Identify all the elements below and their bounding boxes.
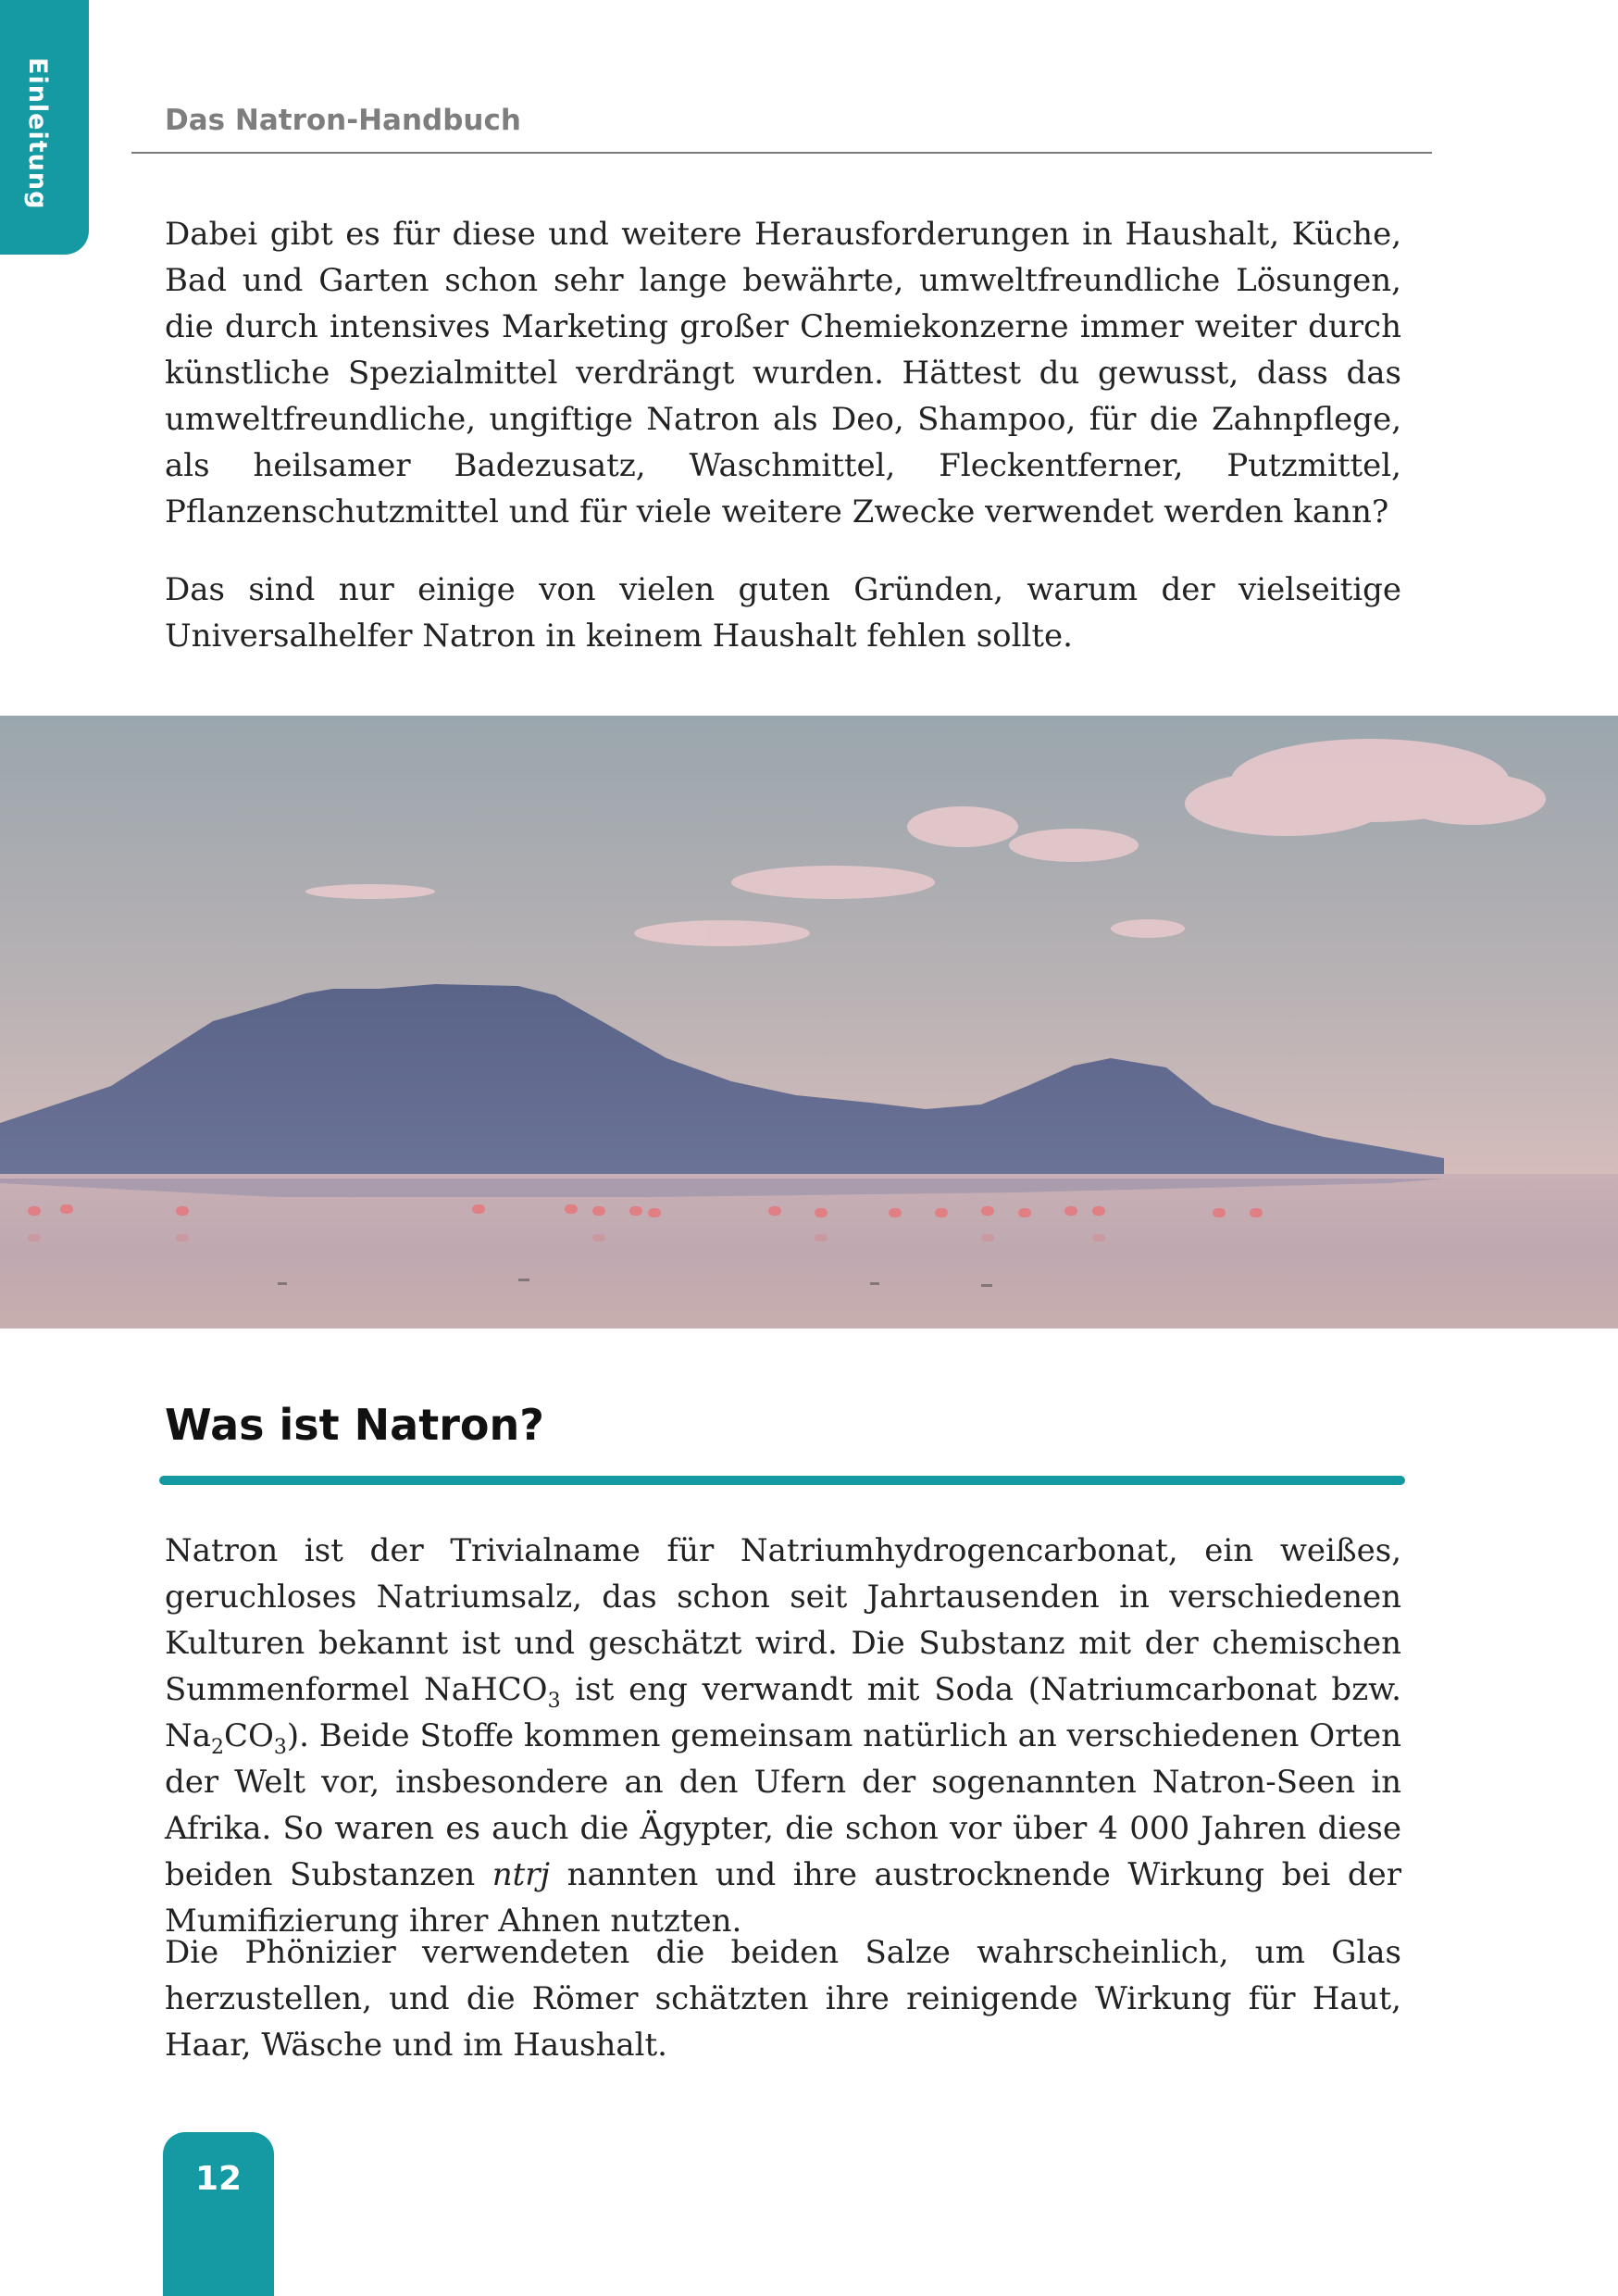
p1-text-e: nannten und ihre austrocknende Wirkung bei der Mumifizierung ihrer Ahnen nutzten. [165,1856,1401,1940]
formula-subscript: 3 [547,1689,561,1713]
running-header: Das Natron-Handbuch [165,104,521,137]
chapter-tab [0,0,89,255]
intro-paragraph-2: Das sind nur einige von vielen guten Gründen, warum der vielseitige Universalhelfer Natron in keinem Haushalt fehlen sollte. [165,571,1401,655]
flamingo-lake-photo [0,716,1618,1329]
chapter-tab-label: Einleitung [23,57,52,210]
p1-text-d: ). Beide Stoffe kommen gemeinsam natürlich an verschiedenen Orten der Welt vor, insbesondere an den Ufern der sogenannten Natron-Seen in Afrika. So waren es auch die Ägypter, die schon vor über 4 000 Jahren diese beiden Substanzen [165,1717,1401,1893]
p1-text-a: Natron ist der Trivialname für Natriumhydrogencarbonat, ein weißes, geruchloses Natriumsalz, das schon seit Jahrtausenden in verschiedenen Kulturen bekannt ist und geschätzt wird. Die Substanz mit der chemischen Summenformel NaHCO [165,1532,1401,1708]
page-number-badge [163,2132,274,2296]
section-divider [159,1476,1405,1485]
formula-subscript: 2 [211,1735,225,1759]
intro-paragraph-1: Dabei gibt es für diese und weitere Herausforderungen in Haushalt, Küche, Bad und Garten schon sehr lange bewährte, umweltfreundliche Lösungen, die durch intensives Marketing großer Chemiekonzerne immer weiter durch künstliche Spezialmittel verdrängt wurden. Hättest du gewusst, dass das umweltfreundliche, ungiftige Natron als Deo, Shampoo, für die Zahnpflege, als heilsamer Badezusatz, Waschmittel, Fleckentferner, Putzmittel, Pflanzenschutzmittel und für viele weitere Zwecke verwendet werden kann? [165,216,1401,530]
p1-text-c: CO [224,1717,274,1754]
page-number: 12 [194,2160,243,2198]
section-paragraph-2: Die Phönizier verwendeten die beiden Salze wahrscheinlich, um Glas herzustellen, und die Römer schätzten ihre reinigende Wirkung für Haut, Haar, Wäsche und im Haushalt. [165,1934,1401,2064]
p1-italic-term: ntrj [492,1856,551,1893]
section-heading: Was ist Natron? [165,1400,544,1450]
formula-subscript: 3 [273,1735,287,1759]
section-paragraph-1 [165,1528,1401,1944]
p1-text-b: ist eng verwandt mit Soda (Natriumcarbonat bzw. Na [165,1671,1401,1754]
header-divider [131,152,1432,154]
